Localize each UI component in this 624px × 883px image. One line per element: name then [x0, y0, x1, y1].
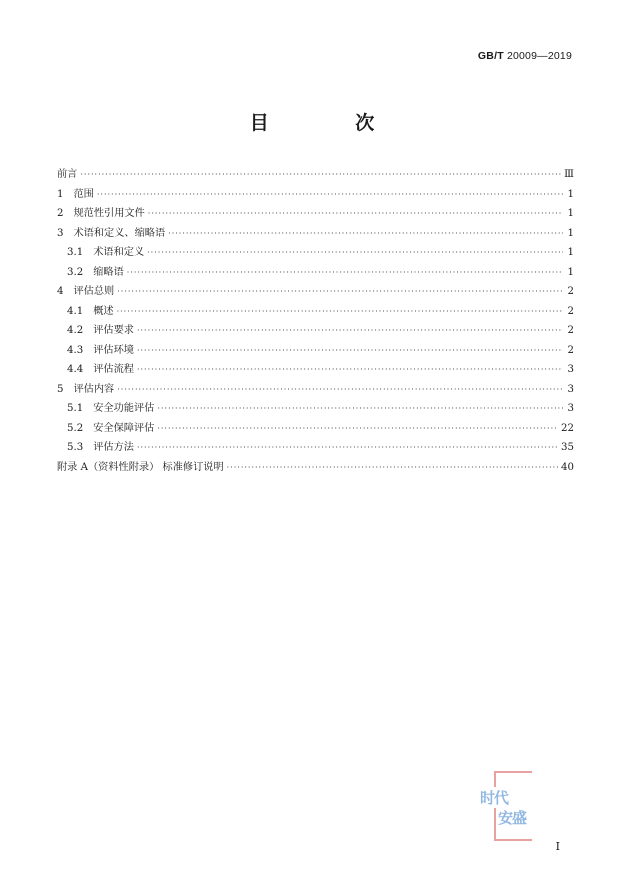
toc-leader-dots	[127, 263, 563, 283]
toc-page-number: 40	[561, 461, 574, 473]
toc-page-number: 1	[567, 208, 574, 219]
toc-section-label: 评估要求	[93, 325, 134, 336]
toc-section-label: 评估内容	[73, 383, 115, 395]
toc-entry[interactable]	[57, 185, 574, 205]
toc-page-number: Ⅲ	[564, 169, 574, 180]
toc-entry-title	[67, 321, 134, 341]
toc-entry-title	[57, 458, 224, 478]
watermark-logo	[480, 771, 544, 839]
toc-section-number: 4.4	[67, 364, 84, 375]
toc-entry[interactable]	[57, 165, 574, 185]
toc-entry-title	[67, 302, 114, 322]
toc-leader-dots	[117, 302, 563, 322]
toc-entry[interactable]	[57, 419, 574, 439]
toc-entry-title	[57, 204, 145, 224]
toc-entry-title	[57, 185, 94, 205]
toc-leader-dots	[80, 165, 561, 185]
toc-section-number: 2	[57, 208, 64, 219]
toc-section-label: 评估流程	[93, 364, 134, 375]
toc-entry[interactable]	[57, 321, 574, 341]
toc-leader-dots	[137, 438, 558, 458]
toc-section-number: 4.2	[67, 325, 84, 336]
toc-section-number: 3.1	[67, 247, 84, 258]
toc-entry-title	[67, 360, 134, 380]
toc-leader-dots	[148, 204, 563, 224]
toc-page-number: 2	[567, 344, 574, 356]
toc-entry-title	[67, 399, 154, 419]
toc-section-label: 术语和定义	[93, 247, 145, 258]
toc-page-number: 1	[567, 188, 574, 200]
toc-entry[interactable]	[57, 341, 574, 361]
toc-section-label: 范围	[73, 188, 94, 200]
toc-section-number: 5.1	[67, 403, 84, 414]
toc-page-number: 3	[567, 383, 574, 395]
toc-entry[interactable]	[57, 243, 574, 263]
standard-code: 20009—2019	[506, 50, 572, 62]
toc-entry[interactable]	[57, 380, 574, 400]
page-number: I	[555, 840, 560, 853]
toc-entry-title	[57, 380, 114, 400]
table-of-contents	[57, 165, 574, 477]
toc-section-number: 4.1	[67, 305, 84, 317]
toc-section-number: 5	[57, 383, 64, 395]
toc-page-number: 2	[567, 286, 574, 297]
toc-entry-title	[57, 165, 77, 185]
toc-leader-dots	[147, 243, 563, 263]
toc-leader-dots	[97, 185, 563, 205]
toc-section-label: 前言	[57, 169, 78, 180]
toc-page-number: 2	[567, 325, 574, 336]
toc-page-number: 22	[561, 422, 574, 434]
toc-section-label: 评估方法	[93, 442, 134, 453]
toc-entry-title	[67, 419, 154, 439]
toc-entry-title	[67, 243, 144, 263]
toc-section-number: 5.3	[67, 442, 84, 453]
toc-entry[interactable]	[57, 204, 574, 224]
toc-entry-title	[57, 224, 165, 244]
toc-section-number: 1	[57, 188, 64, 200]
toc-leader-dots	[157, 399, 563, 419]
toc-section-label: 评估环境	[93, 344, 134, 356]
standard-number	[478, 50, 572, 62]
toc-entry[interactable]	[57, 224, 574, 244]
toc-page-number: 1	[567, 266, 574, 278]
toc-page-number: 3	[567, 403, 574, 414]
toc-page-number: 3	[567, 364, 574, 375]
toc-section-label: 评估总则	[73, 286, 115, 297]
toc-section-number: 5.2	[67, 422, 84, 434]
toc-section-label: 安全功能评估	[93, 403, 155, 414]
toc-entry[interactable]	[57, 438, 574, 458]
toc-page-number: 1	[567, 227, 574, 239]
toc-leader-dots	[117, 380, 563, 400]
page-title: 目 次	[249, 112, 415, 134]
toc-leader-dots	[137, 321, 563, 341]
toc-section-label: 规范性引用文件	[73, 208, 145, 219]
toc-entry[interactable]	[57, 302, 574, 322]
toc-entry-title	[67, 438, 134, 458]
toc-page-number: 2	[567, 305, 574, 317]
toc-section-label: 缩略语	[93, 266, 124, 278]
toc-section-number: 4	[57, 286, 64, 297]
watermark-text-line2: 安盛	[498, 809, 527, 827]
toc-section-number: 3.2	[67, 266, 84, 278]
toc-section-label: 附录 A（资料性附录） 标准修订说明	[57, 461, 224, 473]
toc-page-number: 35	[561, 442, 574, 453]
toc-section-number: 4.3	[67, 344, 84, 356]
toc-leader-dots	[117, 282, 563, 302]
watermark-text-line1: 时代	[480, 789, 509, 807]
toc-leader-dots	[168, 224, 563, 244]
toc-leader-dots	[137, 360, 563, 380]
toc-entry-title	[67, 263, 124, 283]
toc-section-number: 3	[57, 227, 64, 239]
toc-section-label: 概述	[93, 305, 114, 317]
toc-entry[interactable]	[57, 360, 574, 380]
toc-leader-dots	[227, 458, 558, 478]
toc-leader-dots	[137, 341, 563, 361]
toc-section-label: 安全保障评估	[93, 422, 155, 434]
toc-leader-dots	[157, 419, 558, 439]
toc-page-number: 1	[567, 247, 574, 258]
toc-entry[interactable]	[57, 282, 574, 302]
toc-entry-title	[57, 282, 114, 302]
standard-prefix: GB/T	[477, 50, 504, 62]
toc-entry-title	[67, 341, 134, 361]
toc-entry[interactable]	[57, 458, 574, 478]
toc-entry[interactable]	[57, 263, 574, 283]
toc-section-label: 术语和定义、缩略语	[73, 227, 166, 239]
toc-entry[interactable]	[57, 399, 574, 419]
